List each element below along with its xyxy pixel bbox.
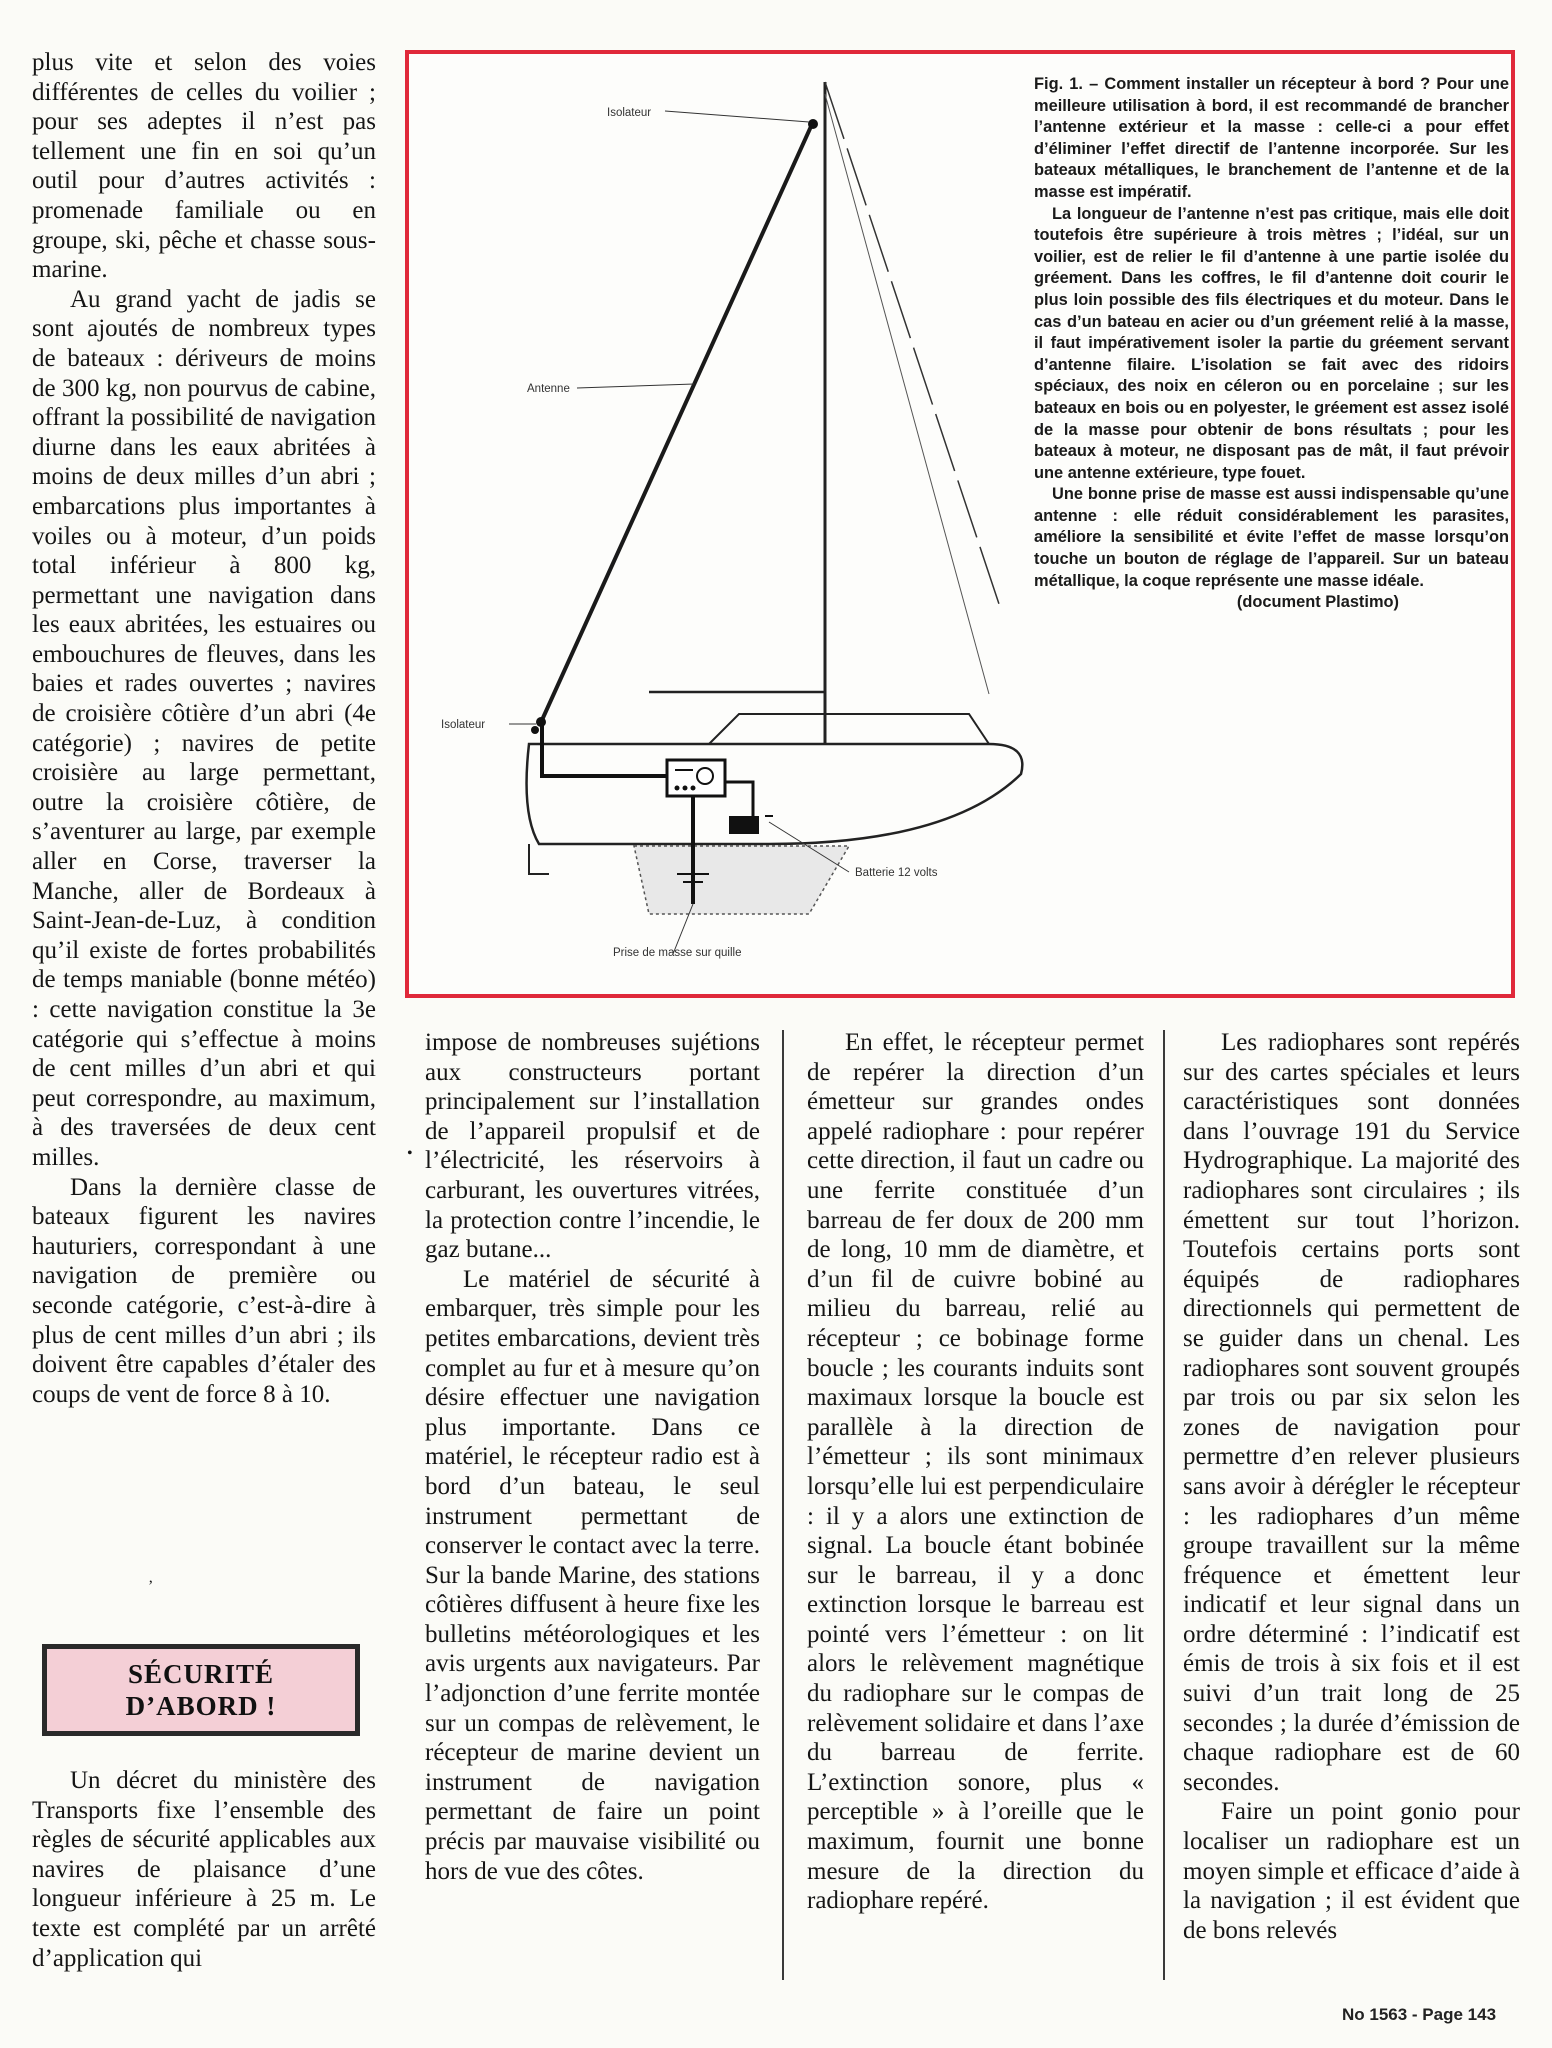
figure-credit: (document Plastimo)	[1236, 593, 1399, 612]
figure-caption	[1034, 74, 1509, 614]
label-antenne: Antenne	[527, 383, 570, 395]
paragraph: Au grand yacht de jadis se sont ajoutés de nombreux types de bateaux : dériveurs de moins de 300 kg, non pourvus de cabine, offrant la possibilité de navigation diurne dans les eaux abritées à moins de deux milles d’un abri ; embarcations plus importantes à voiles ou à moteur, d’un poids total inférieur à 800 kg, permettant une navigation dans les eaux abritées, les estuaires ou embouchures de fleuves, dans les baies et rades ouvertes ; navires de croisière côtière d’un abri (4e catégorie) ; navires de petite croisière au large permettant, outre la croisière côtière, de s’aventurer au large, par exemple aller en Corse, traverser la Manche, aller de Bordeaux à Saint-Jean-de-Luz, à condition qu’il existe de fortes probabilités de temps maniable (bonne météo) : cette navigation constitue la 3e catégorie qui s’effectue à moins de cent milles d’un abri et qui peut correspondre, au maximum, à des traversées de deux cent milles.	[32, 285, 376, 1171]
section-heading: SÉCURITÉ D’ABORD !	[125, 1659, 277, 1721]
label-prise-masse: Prise de masse sur quille	[613, 947, 742, 959]
insulator-top	[808, 119, 818, 129]
stray-mark: •	[407, 1145, 413, 1162]
page-footer: No 1563 - Page 143	[1342, 2005, 1497, 2024]
antenna-wire	[542, 122, 813, 720]
section-heading-box	[42, 1644, 360, 1736]
insulator-bottom	[536, 717, 546, 727]
power-cable	[725, 782, 753, 816]
label-batterie: Batterie 12 volts	[855, 867, 938, 879]
cabin	[709, 714, 989, 744]
antenna-cable	[542, 720, 667, 776]
paragraph: Le matériel de sécurité à embarquer, très simple pour les petites embarcations, devient très complet au fur et à mesure qu’on désire effectuer une navigation plus importante. Dans ce matériel, le récepteur radio est à bord d’un bateau, le seul instrument permettant de conserver le contact avec la terre. Sur la bande Marine, des stations côtières diffusent à heure fixe les bulletins météorologiques et les avis urgents aux navigateurs. Par l’adjonction d’une ferrite montée sur un compas de relèvement, le récepteur de marine devient un instrument de navigation permettant de faire un point précis par mauvaise visibilité ou hors de vue des côtes.	[425, 1265, 760, 1885]
figure-box	[405, 50, 1515, 998]
article-column-4	[1183, 1028, 1520, 1945]
sailboat-diagram	[409, 54, 1029, 994]
battery	[729, 816, 759, 834]
article-column-1	[32, 48, 376, 1409]
paragraph: impose de nombreuses sujétions aux constructeurs portant principalement sur l’installation de l’appareil propulsif et de l’électricité, les réservoirs à carburant, les ouvertures vitrées, la protection contre l’incendie, le gaz butane...	[425, 1029, 760, 1264]
hull	[527, 744, 1023, 844]
column-rule	[1163, 1030, 1165, 1980]
backstay	[825, 82, 999, 604]
article-column-1-bottom	[32, 1766, 376, 1973]
caption-paragraph: La longueur de l’antenne n’est pas critique, mais elle doit toutefois être supérieure à trois mètres ; l’idéal, sur un voilier, est de relier le fil d’antenne à une partie isolée du gréement. Dans les coffres, le fil d’antenne doit courir le plus loin possible des fils électriques et du moteur. Dans le cas d’un bateau en acier ou d’un gréement relié à la masse, il faut impérativement isoler la partie du gréement servant d’antenne filaire. L’isolation se fait avec des ridoirs spéciaux, des noix en céleron ou en porcelaine ; sur les bateaux en bois ou en polyester, le gréement est assez isolé de la masse pour obtenir de bons résultats ; pour les bateaux à moteur, ne disposant pas de mât, il faut prévoir une antenne extérieure, type fouet.	[1034, 204, 1509, 482]
caption-paragraph: Une bonne prise de masse est aussi indispensable qu’une antenne : elle réduit considérablement les parasites, améliore la sensibilité et évite l’effet de masse lorsqu’on touche un bouton de réglage de l’appareil. Sur un bateau métallique, la coque représente une masse idéale.	[1034, 485, 1509, 590]
paragraph: plus vite et selon des voies différentes de celles du voilier ; pour ses adeptes il n’est pas tellement une fin en soi qu’un outil pour d’autres activités : promenade familiale ou en groupe, ski, pêche et chasse sous-marine.	[32, 49, 376, 284]
article-column-3	[807, 1028, 1144, 1916]
shroud	[825, 94, 989, 694]
label-isolateur-top: Isolateur	[607, 107, 652, 119]
keel	[634, 846, 849, 914]
radio-receiver	[667, 760, 725, 796]
caption-paragraph: Fig. 1. – Comment installer un récepteur à bord ? Pour une meilleure utilisation à bord, il est recommandé de brancher l’antenne extérieur et la masse : celle-ci a pour effet d’éliminer l’effet directif de l’antenne incorporée. Sur les bateaux métalliques, le branchement de l’antenne et de la masse est impératif.	[1034, 75, 1509, 201]
paragraph: Les radiophares sont repérés sur des cartes spéciales et leurs caractéristiques sont données dans l’ouvrage 191 du Service Hydrographique. La majorité des radiophares sont circulaires ; ils émettent sur tout l’horizon. Toutefois certains ports sont équipés de radiophares directionnels qui permettent de se guider dans un chenal. Les radiophares sont souvent groupés par trois ou par six selon les zones de navigation pour permettre d’en relever plusieurs sans avoir à dérégler le récepteur : les radiophares d’un même groupe travaillent sur la même fréquence et émettent leur indicatif et leur signal dans un ordre déterminé : l’indicatif est émis de trois à six fois et il est suivi d’un trait long de 25 secondes ; la durée d’émission de chaque radiophare est de 60 secondes.	[1183, 1029, 1520, 1796]
paragraph: En effet, le récepteur permet de repérer la direction d’un émetteur sur grandes ondes appelé radiophare : pour repérer cette direction, il faut un cadre ou une ferrite constituée d’un barreau de fer doux de 200 mm de long, 10 mm de diamètre, et d’un fil de cuivre bobiné au milieu du barreau, relié au récepteur ; ce bobinage forme boucle ; les courants induits sont maximaux lorsque la boucle est parallèle à la direction de l’émetteur ; ils sont minimaux lorsqu’elle lui est perpendiculaire : il y a alors une extinction de signal. La boucle étant bobinée sur le barreau, il y a donc extinction lorsque le barreau est pointé vers l’émetteur : on lit alors le relèvement magnétique du radiophare sur le compas de relèvement solidaire et dans l’axe du barreau de ferrite. L’extinction sonore, plus « perceptible » à l’oreille que le maximum, fournit une bonne mesure de la direction du radiophare repéré.	[807, 1029, 1144, 1915]
label-isolateur-bottom: Isolateur	[441, 719, 486, 731]
stray-mark: ʼ	[148, 1578, 154, 1595]
paragraph: Dans la dernière classe de bateaux figurent les navires hauturiers, correspondant à une navigation de première ou seconde catégorie, c’est-à-dire à plus de cent milles d’un abri ; ils doivent être capables d’étaler des coups de vent de force 8 à 10.	[32, 1173, 376, 1408]
column-rule	[782, 1030, 784, 1980]
rudder	[529, 844, 549, 874]
paragraph: Faire un point gonio pour localiser un radiophare est un moyen simple et efficace d’aide à la navigation ; il est évident que de bons relevés	[1183, 1798, 1520, 1944]
article-column-2	[425, 1028, 760, 1886]
paragraph: Un décret du ministère des Transports fixe l’ensemble des règles de sécurité applicables aux navires de plaisance d’une longueur inférieure à 25 m. Le texte est complété par un arrêté d’application qui	[32, 1767, 376, 1972]
